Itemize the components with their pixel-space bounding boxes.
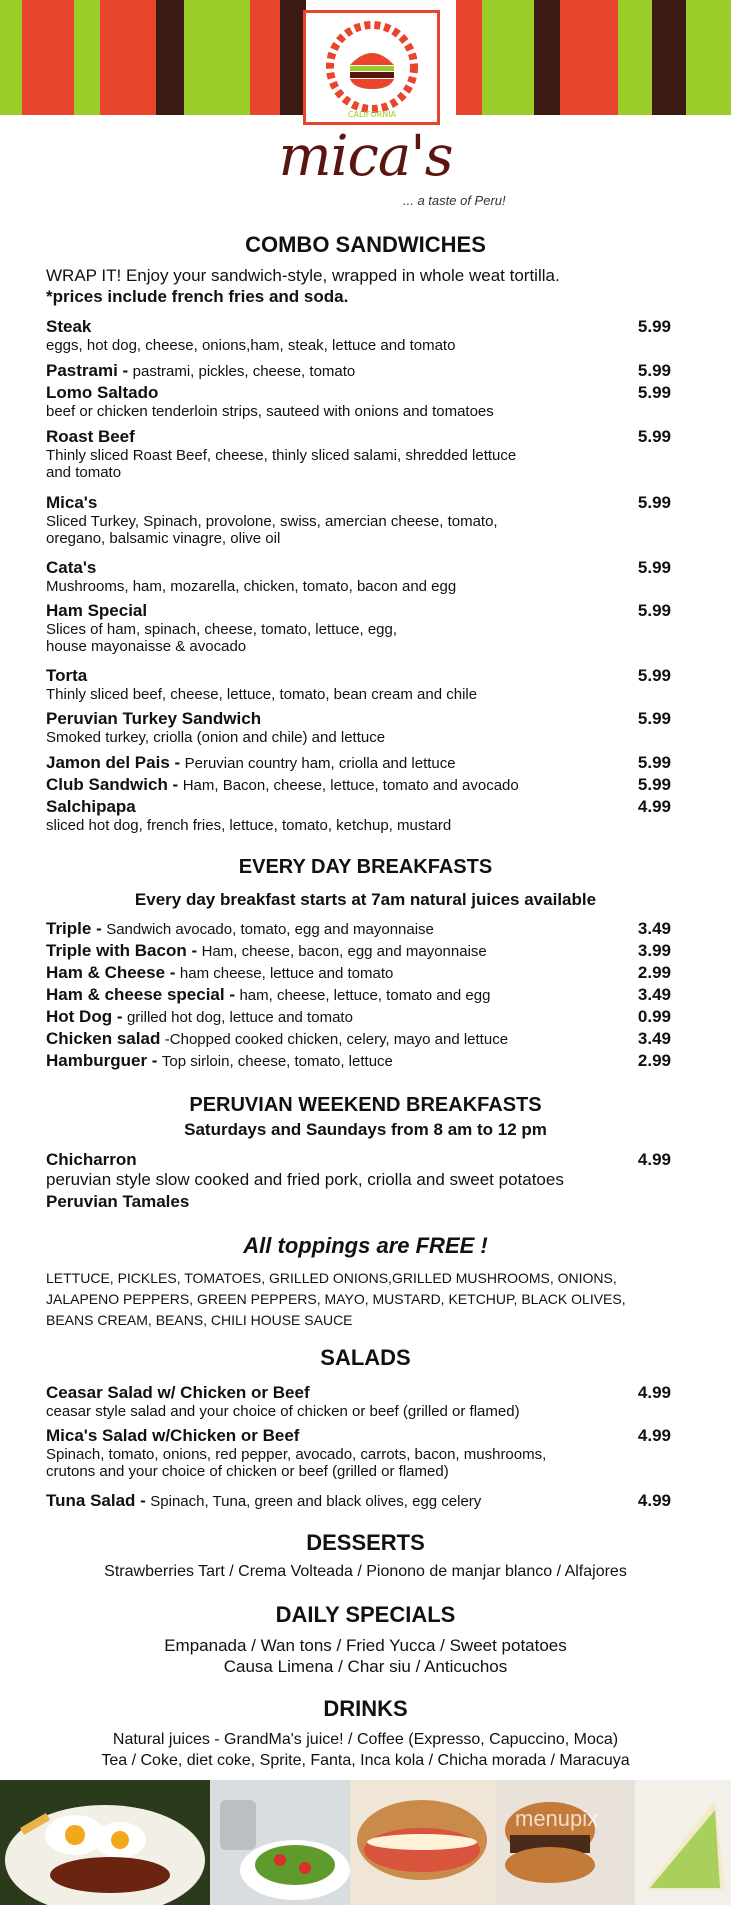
brand-name: mica's [278,124,453,189]
desserts-title: DESSERTS [306,1530,425,1555]
menu-item: Mica's Sliced Turkey, Spinach, provolone, swiss, amercian cheese, tomato, oregano, balsamic vinagre, olive oil 5.99 [46,493,671,547]
drinks-line: Natural juices - GrandMa's juice! / Coffee (Expresso, Capuccino, Moca) [112,1731,619,1748]
logo-ring-text: CALIFORNIA [347,110,396,119]
menu-item: Jamon del Pais - Peruvian country ham, criolla and lettuce 5.99 [46,753,671,772]
combo-note: *prices include french fries and soda. [46,287,349,306]
menu-item: Roast Beef Thinly sliced Roast Beef, cheese, thinly sliced salami, shredded lettuce and tomato 5.99 [46,427,671,481]
menu-item: Steak eggs, hot dog, cheese, onions,ham, steak, lettuce and tomato 5.99 [46,317,671,354]
menu-item: Triple with Bacon - Ham, cheese, bacon, egg and mayonnaise 3.99 [46,941,671,960]
photo-salad [210,1780,350,1905]
specials-title: DAILY SPECIALS [275,1602,456,1627]
menu-item: Mica's Salad w/Chicken or Beef Spinach, tomato, onions, red pepper, avocado, carrots, bacon, mushrooms, crutons and your choice of chicken or beef (grilled or flamed) 4.99 [46,1426,671,1480]
combo-title: COMBO SANDWICHES [245,232,486,257]
drinks-title: DRINKS [323,1696,408,1721]
menu-item: Chicharron peruvian style slow cooked and fried pork, criolla and sweet potatoes 4.99 [46,1150,671,1189]
menu-item: Torta Thinly sliced beef, cheese, lettuce, tomato, bean cream and chile 5.99 [46,666,671,703]
weekend-title: PERUVIAN WEEKEND BREAKFASTS [189,1094,542,1116]
toppings-line: BEANS CREAM, BEANS, CHILI HOUSE SAUCE [46,1312,353,1328]
toppings-line: LETTUCE, PICKLES, TOMATOES, GRILLED ONIONS,GRILLED MUSHROOMS, ONIONS, [46,1270,617,1286]
drinks-line: Tea / Coke, diet coke, Sprite, Fanta, Inca kola / Chicha morada / Maracuya [101,1752,630,1769]
weekend-subtitle: Saturdays and Saundays from 8 am to 12 pm [184,1120,547,1139]
toppings-line: JALAPENO PEPPERS, GREEN PEPPERS, MAYO, MUSTARD, KETCHUP, BLACK OLIVES, [46,1291,626,1307]
photo-sandwich [350,1780,495,1905]
menu-item: Peruvian Turkey Sandwich Smoked turkey, criolla (onion and chile) and lettuce 5.99 [46,709,671,746]
menu-item: Ham & Cheese - ham cheese, lettuce and tomato 2.99 [46,963,671,982]
toppings-title: All toppings are FREE ! [243,1233,488,1258]
menu-item: Club Sandwich - Ham, Bacon, cheese, lettuce, tomato and avocado 5.99 [46,775,671,794]
desserts-line: Strawberries Tart / Crema Volteada / Pionono de manjar blanco / Alfajores [104,1563,627,1580]
photo-triple-sandwich [635,1780,731,1905]
menu-item: Ham & cheese special - ham, cheese, lettuce, tomato and egg 3.49 [46,985,671,1004]
tagline: ... a taste of Peru! [403,193,506,208]
specials-line: Empanada / Wan tons / Fried Yucca / Sweet potatoes [164,1636,567,1655]
menu-item: Salchipapa sliced hot dog, french fries, lettuce, tomato, ketchup, mustard 4.99 [46,797,671,834]
menu-item: Hot Dog - grilled hot dog, lettuce and tomato 0.99 [46,1007,671,1026]
menu-item: Lomo Saltado beef or chicken tenderloin strips, sauteed with onions and tomatoes 5.99 [46,383,671,420]
menu-item: Chicken salad -Chopped cooked chicken, celery, mayo and lettuce 3.49 [46,1029,671,1048]
breakfast-subtitle: Every day breakfast starts at 7am natural juices available [134,890,597,909]
menu-item: Triple - Sandwich avocado, tomato, egg and mayonnaise 3.49 [46,919,671,938]
menu-item: Tuna Salad - Spinach, Tuna, green and black olives, egg celery 4.99 [46,1491,671,1510]
logo [303,10,440,125]
salads-title: SALADS [320,1345,411,1370]
menu-item: Ham Special Slices of ham, spinach, cheese, tomato, lettuce, egg, house mayonaisse & avocado 5.99 [46,601,671,655]
menu-item: Ceasar Salad w/ Chicken or Beef ceasar style salad and your choice of chicken or beef (grilled or flamed) 4.99 [46,1383,671,1420]
menu-item: Pastrami - pastrami, pickles, cheese, tomato 5.99 [46,361,671,380]
burger-logo-icon [317,19,427,119]
watermark: menupix [515,1806,599,1831]
menu-item: Peruvian Tamales [46,1192,190,1211]
menu-item: Cata's Mushrooms, ham, mozarella, chicken, tomato, bacon and egg 5.99 [46,558,671,595]
specials-line: Causa Limena / Char siu / Anticuchos [223,1657,508,1676]
food-photos [0,1780,731,1905]
photo-burger [495,1780,635,1905]
menu-item: Hamburguer - Top sirloin, cheese, tomato, lettuce 2.99 [46,1051,671,1070]
photo-breakfast-plate [0,1780,210,1905]
breakfast-title: EVERY DAY BREAKFASTS [238,856,493,878]
combo-intro: WRAP IT! Enjoy your sandwich-style, wrapped in whole weat tortilla. [46,266,560,285]
